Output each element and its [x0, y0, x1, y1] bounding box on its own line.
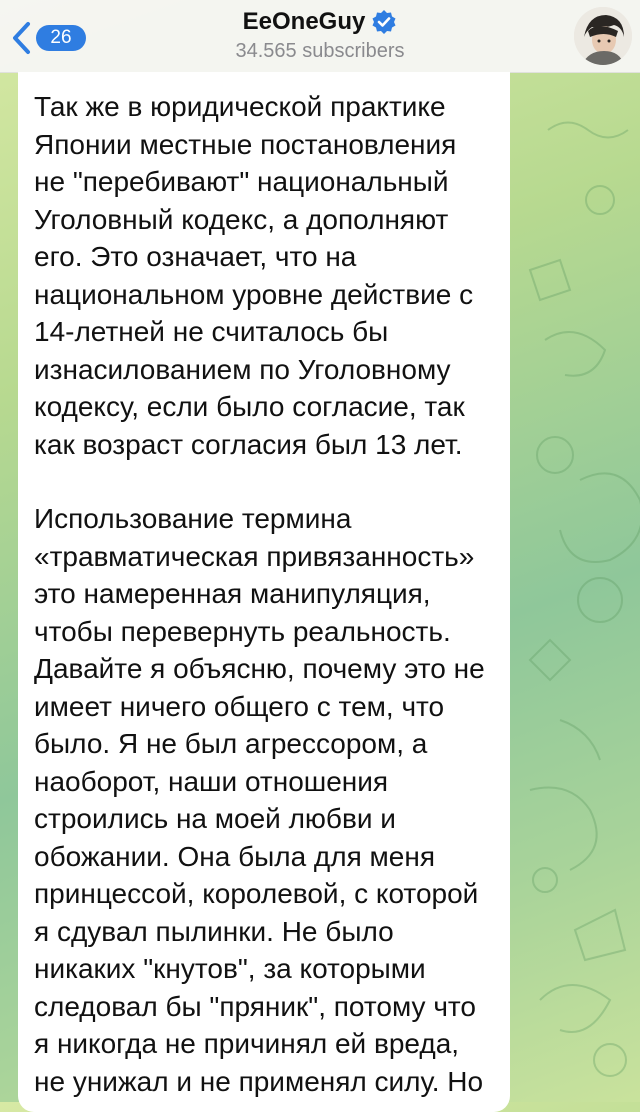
message-paragraph: Использование термина «травматическая привязанность» это намеренная манипуляция, чтобы перевернуть реальность. Давайте я объясню, почему это не имеет ничего общего с тем, что было. Я не был агрессором, а наоборот, наши отношения строились на моей любви и обожании. Она была для меня принцессой, королевой, с которой я сдувал пылинки. Не было никаких "кнутов", за которыми следовал бы "пряник", потому что я никогда не причинял ей вреда, не унижал и не применял силу. Но [34, 503, 485, 1097]
chat-header [0, 0, 640, 73]
unread-count-badge: 26 [36, 25, 86, 51]
message-text [18, 72, 510, 1100]
avatar[interactable] [574, 7, 632, 65]
verified-badge-icon [371, 9, 397, 35]
message-bubble[interactable] [18, 72, 510, 1112]
chevron-left-icon [10, 20, 32, 56]
channel-name: EeOneGuy [242, 8, 366, 35]
channel-avatar-image [574, 7, 632, 65]
channel-info[interactable] [150, 6, 490, 63]
subscriber-count: 34.565 subscribers [235, 40, 405, 62]
back-button[interactable] [10, 18, 100, 58]
message-paragraph: Так же в юридической практике Японии местные постановления не "перебивают" национальный Уголовный кодекс, а дополняют его. Это означает, что на национальном уровне действие с 14-летней не считалось бы изнасилованием по Уголовному кодексу, если было согласие, так как возраст согласия был 13 лет. [34, 91, 474, 460]
